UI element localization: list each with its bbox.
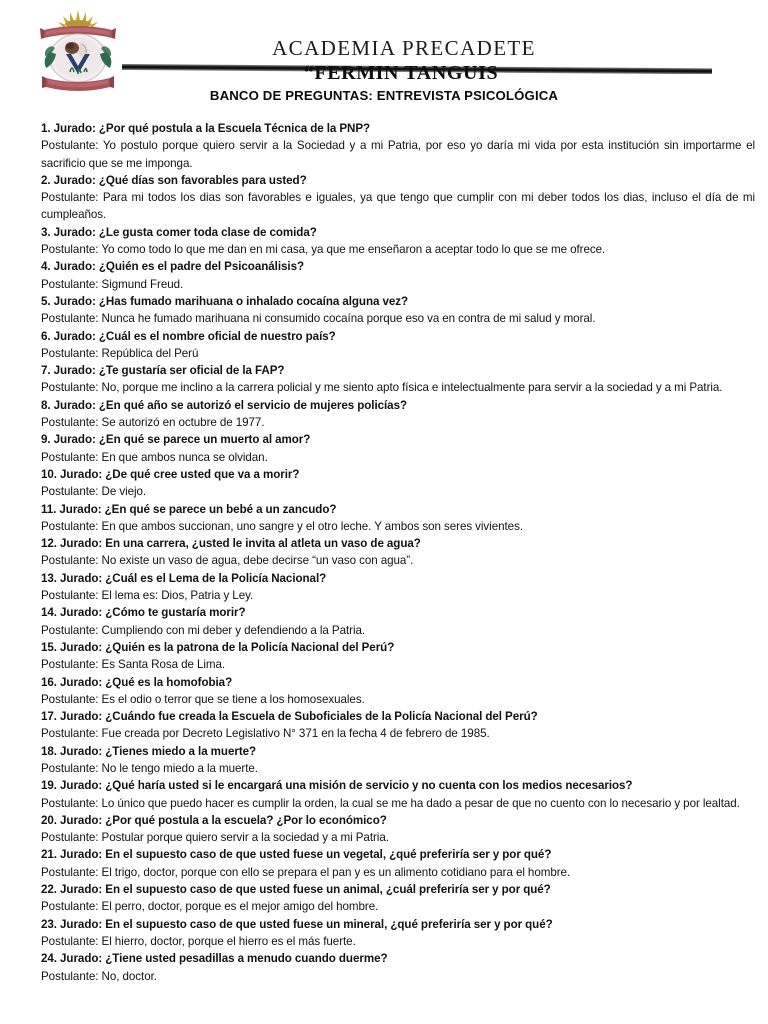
qa-answer-line: Postulante: República del Perú (41, 346, 199, 360)
qa-question-line: 19. Jurado: ¿Qué haría usted si le encargará una misión de servicio y no cuenta con los medios necesarios? (41, 779, 633, 793)
qa-answer-line: Postulante: Lo único que puedo hacer es cumplir la orden, la cual se me ha dado a pesar de que no cuento con lo necesario y por lealtad. (41, 796, 740, 810)
school-name-text: ACADEMIA PRECADETE (272, 36, 536, 60)
qa-question-line: 10. Jurado: ¿De qué cree usted que va a morir? (41, 467, 300, 481)
qa-question-line: 3. Jurado: ¿Le gusta comer toda clase de comida? (41, 225, 317, 239)
qa-answer-line: Postulante: No existe un vaso de agua, debe decirse “un vaso con agua”. (41, 554, 414, 568)
qa-answer-line: Postulante: Nunca he fumado marihuana ni consumido cocaína porque eso va en contra de mi salud y moral. (41, 312, 596, 326)
school-name (0, 38, 768, 59)
qa-question-line: 23. Jurado: En el supuesto caso de que usted fuese un mineral, ¿qué preferiría ser y por qué? (41, 917, 553, 931)
qa-question-line: 2. Jurado: ¿Qué días son favorables para usted? (41, 173, 307, 187)
school-subtitle-text: “FERMIN TANGUIS (303, 62, 499, 84)
document-header (0, 0, 768, 108)
qa-question-line: 4. Jurado: ¿Quién es el padre del Psicoanálisis? (41, 260, 305, 274)
qa-question-line: 15. Jurado: ¿Quién es la patrona de la Policía Nacional del Perú? (41, 640, 395, 654)
qa-answer-line: Postulante: En que ambos succionan, uno sangre y el otro leche. Y ambos son seres vivientes. (41, 519, 523, 533)
qa-answer-line: Postulante: No, porque me inclino a la carrera policial y me siento apto física e intelectualmente para servir a la sociedad y a mi Patria. (41, 381, 723, 395)
qa-answer-line: Postulante: Cumpliendo con mi deber y defendiendo a la Patria. (41, 623, 366, 637)
qa-answer-line: Postulante: El trigo, doctor, porque con ello se prepara el pan y es un alimento cotidiano para el hombre. (41, 865, 571, 879)
qa-question-line: 5. Jurado: ¿Has fumado marihuana o inhalado cocaína alguna vez? (41, 294, 409, 308)
qa-answer-line: Postulante: Sigmund Freud. (41, 277, 184, 291)
qa-answer-line: Postulante: No le tengo miedo a la muerte. (41, 761, 258, 775)
qa-question-line: 17. Jurado: ¿Cuándo fue creada la Escuela de Suboficiales de la Policía Nacional del Perú? (41, 710, 538, 724)
qa-question-line: 16. Jurado: ¿Qué es la homofobia? (41, 675, 233, 689)
qa-answer-line: Postulante: El hierro, doctor, porque el hierro es el más fuerte. (41, 934, 356, 948)
qa-answer-line: Postulante: No, doctor. (41, 969, 157, 983)
qa-answer-line: Postulante: En que ambos nunca se olvidan. (41, 450, 268, 464)
qa-question-line: 12. Jurado: En una carrera, ¿usted le invita al atleta un vaso de agua? (41, 537, 421, 551)
qa-question-line: 13. Jurado: ¿Cuál es el Lema de la Policía Nacional? (41, 571, 327, 585)
qa-question-line: 21. Jurado: En el supuesto caso de que usted fuese un vegetal, ¿qué preferiría ser y por qué? (41, 848, 552, 862)
qa-answer-line: Postulante: Postular porque quiero servir a la sociedad y a mi Patria. (41, 831, 389, 845)
qa-question-line: 24. Jurado: ¿Tiene usted pesadillas a menudo cuando duerme? (41, 952, 388, 966)
qa-question-line: 18. Jurado: ¿Tienes miedo a la muerte? (41, 744, 257, 758)
question-bank-body (41, 120, 755, 985)
qa-question-line: 11. Jurado: ¿En qué se parece un bebé a un zancudo? (41, 502, 337, 516)
qa-question-line: 9. Jurado: ¿En qué se parece un muerto al amor? (41, 433, 311, 447)
qa-answer-line: Postulante: Para mi todos los dias son favorables e iguales, ya que tengo que cumplir con mi deber todos los dias, incluso el día de mi cumpleaños. (41, 191, 755, 222)
qa-answer-line: Postulante: De viejo. (41, 485, 147, 499)
qa-question-line: 14. Jurado: ¿Cómo te gustaría morir? (41, 606, 246, 620)
qa-answer-line: Postulante: Fue creada por Decreto Legislativo N° 371 en la fecha 4 de febrero de 1985. (41, 727, 490, 741)
qa-answer-line: Postulante: El lema es: Dios, Patria y Ley. (41, 589, 254, 603)
qa-question-line: 6. Jurado: ¿Cuál es el nombre oficial de nuestro país? (41, 329, 336, 343)
qa-answer-line: Postulante: El perro, doctor, porque es el mejor amigo del hombre. (41, 900, 379, 914)
qa-question-line: 8. Jurado: ¿En qué año se autorizó el servicio de mujeres policías? (41, 398, 408, 412)
qa-question-line: 22. Jurado: En el supuesto caso de que usted fuese un animal, ¿cuál preferiría ser y por qué? (41, 883, 551, 897)
qa-question-line: 7. Jurado: ¿Te gustaría ser oficial de la FAP? (41, 364, 285, 378)
qa-answer-line: Postulante: Es el odio o terror que se tiene a los homosexuales. (41, 692, 365, 706)
qa-answer-line: Postulante: Se autorizó en octubre de 1977. (41, 416, 265, 430)
qa-question-line: 20. Jurado: ¿Por qué postula a la escuela? ¿Por lo económico? (41, 813, 387, 827)
qa-question-line: 1. Jurado: ¿Por qué postula a la Escuela Técnica de la PNP? (41, 122, 371, 135)
page-title: BANCO DE PREGUNTAS: ENTREVISTA PSICOLÓGICA (209, 88, 559, 103)
qa-answer-line: Postulante: Yo como todo lo que me dan en mi casa, ya que me enseñaron a aceptar todo lo que se me ofrece. (41, 243, 606, 257)
school-subtitle (0, 63, 768, 83)
qa-answer-line: Postulante: Es Santa Rosa de Lima. (41, 658, 226, 672)
qa-answer-line: Postulante: Yo postulo porque quiero servir a la Sociedad y a mi Patria, por eso yo daría mi vida por esta institución sin importarme el sacrificio que se me imponga. (41, 139, 755, 170)
